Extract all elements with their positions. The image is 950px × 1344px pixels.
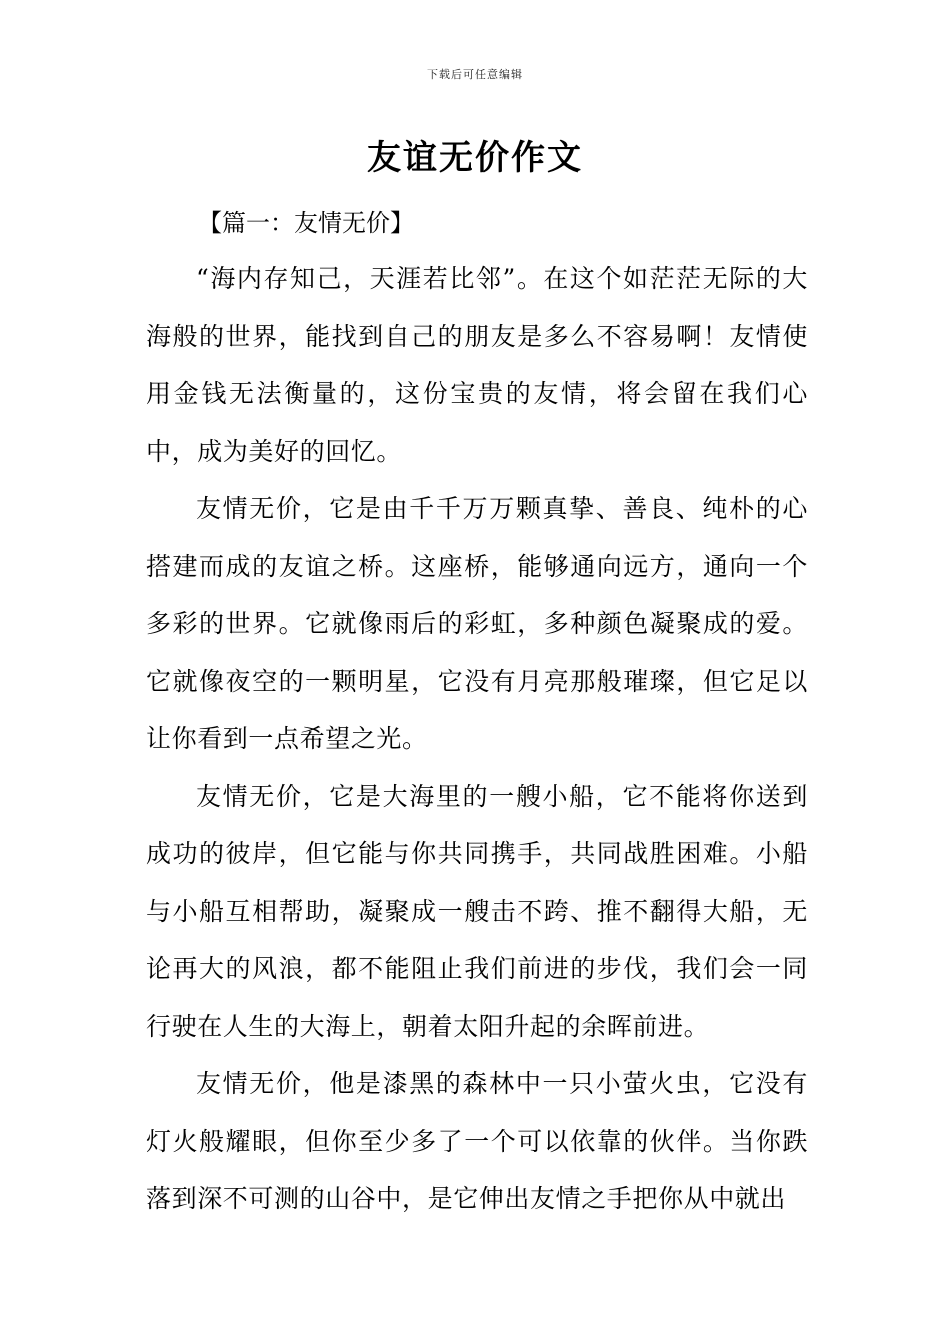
section-heading: 【篇一：友情无价】 (198, 209, 414, 237)
paragraph-1: “海内存知己，天涯若比邻”。在这个如茫茫无际的大海般的世界，能找到自己的朋友是多么不容易啊！友情使用金钱无法衡量的，这份宝贵的友情，将会留在我们心中，成为美好的回忆。 (146, 264, 808, 466)
paragraph-3: 友情无价，它是大海里的一艘小船，它不能将你送到成功的彼岸，但它能与你共同携手，共同战胜困难。小船与小船互相帮助，凝聚成一艘击不跨、推不翻得大船，无论再大的风浪，都不能阻止我们前进的步伐，我们会一同行驶在人生的大海上，朝着太阳升起的余晖前进。 (146, 781, 808, 1041)
document-body (146, 250, 808, 1228)
paragraph-4: 友情无价，他是漆黑的森林中一只小萤火虫，它没有灯火般耀眼，但你至少多了一个可以依靠的伙伴。当你跌落到深不可测的山谷中，是它伸出友情之手把你从中就出 (146, 1069, 808, 1213)
header-note: 下载后可任意编辑 (427, 68, 523, 81)
paragraph-2: 友情无价，它是由千千万万颗真挚、善良、纯朴的心搭建而成的友谊之桥。这座桥，能够通向远方，通向一个多彩的世界。它就像雨后的彩虹，多种颜色凝聚成的爱。它就像夜空的一颗明星，它没有月亮那般璀璨，但它足以让你看到一点希望之光。 (146, 494, 808, 753)
document-title: 友谊无价作文 (367, 138, 583, 178)
